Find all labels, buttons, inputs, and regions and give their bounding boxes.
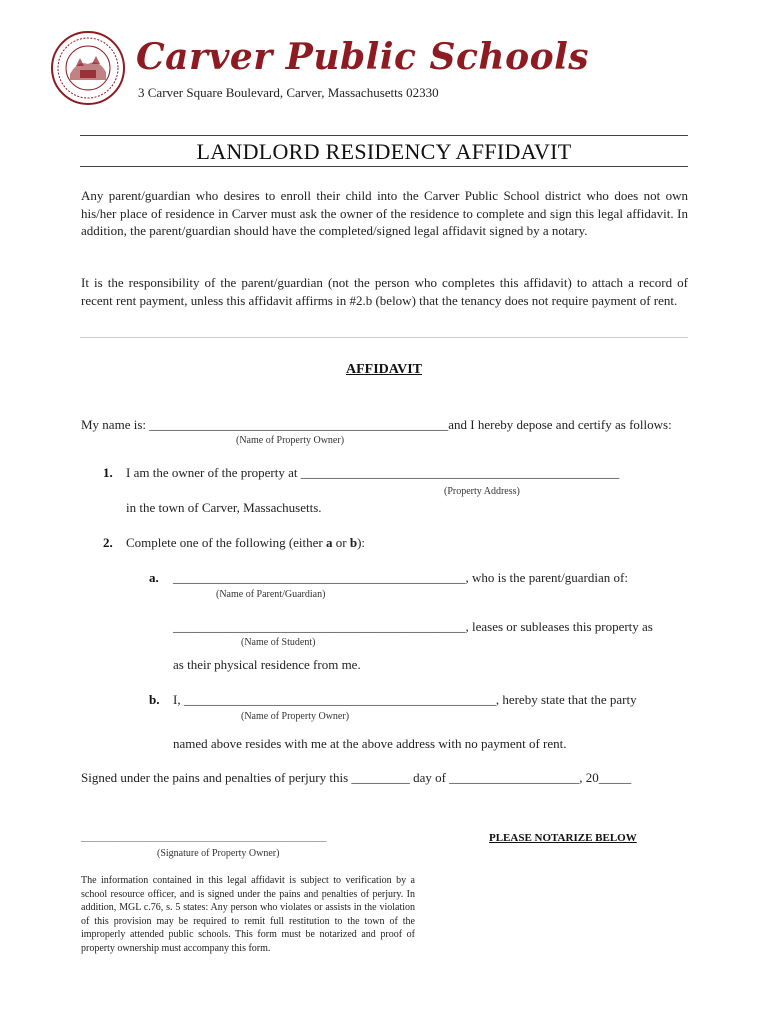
item-2-prefix: Complete one of the following (either — [126, 535, 327, 550]
title-rule-bottom — [80, 166, 688, 167]
school-address: 3 Carver Square Boulevard, Carver, Massachusetts 02330 — [138, 85, 439, 100]
intro-paragraph-1: Any parent/guardian who desires to enroll their child into the Carver Public School district who does not own his/her place of residence in Carver must ask the owner of the residence to complete and sign this legal affidavit. In addition, the parent/guardian should have the completed/signed legal affidavit signed by a notary. — [81, 188, 688, 238]
parent-guardian-name-field[interactable]: _____________________________________________, who is the parent/guardian of: — [173, 570, 628, 585]
affidavit-heading: AFFIDAVIT — [346, 362, 422, 377]
student-name-field[interactable]: _____________________________________________, leases or subleases this property as — [173, 619, 653, 634]
title-rule-top — [80, 135, 688, 136]
legal-fine-print: The information contained in this legal affidavit is subject to verification by a school resource officer, and is signed under the pains and penalties of perjury. In addition, MGL c.76, s. 5 states: Any person who violates or assists in the violation of this provision may be required to remit full restitution to the town of the improperly attended public schools. This form must be notarized and proof of property ownership must accompany this form. — [81, 875, 415, 954]
signature-caption: (Signature of Property Owner) — [157, 848, 280, 859]
signed-date-field[interactable]: Signed under the pains and penalties of perjury this _________ day of ____________________, 20_____ — [81, 770, 632, 785]
item-1-number: 1. — [103, 465, 113, 480]
option-b-statement: named above resides with me at the above address with no payment of rent. — [173, 736, 567, 751]
item-2-number: 2. — [103, 535, 113, 550]
student-name-caption: (Name of Student) — [241, 637, 316, 648]
parent-guardian-caption: (Name of Parent/Guardian) — [216, 589, 326, 600]
item-2-instruction — [126, 535, 365, 551]
town-statement: in the town of Carver, Massachusetts. — [126, 500, 322, 515]
option-a-ref: a — [326, 535, 333, 550]
school-name: Carver Public Schools — [136, 36, 590, 78]
intro-paragraph-2: It is the responsibility of the parent/guardian (not the person who completes this affidavit) to attach a record of recent rent payment, unless this affidavit affirms in #2.b (below) that the tenancy does not require payment of rent. — [81, 275, 688, 308]
option-b-label: b. — [149, 692, 160, 707]
option-a-label: a. — [149, 570, 159, 585]
property-address-field[interactable]: I am the owner of the property at _________________________________________________ — [126, 465, 620, 480]
option-a-residence: as their physical residence from me. — [173, 657, 361, 672]
notarize-notice: PLEASE NOTARIZE BELOW — [489, 832, 637, 844]
item-2-or: or — [332, 535, 350, 550]
option-b-owner-caption: (Name of Property Owner) — [241, 711, 350, 722]
school-seal-logo — [50, 30, 126, 106]
signature-field[interactable]: ______________________________________________________________________ — [81, 834, 326, 843]
option-b-ref: b — [349, 535, 358, 550]
page-title: LANDLORD RESIDENCY AFFIDAVIT — [196, 139, 572, 164]
property-address-caption: (Property Address) — [444, 486, 520, 497]
owner-name-caption: (Name of Property Owner) — [236, 435, 345, 446]
option-b-owner-field[interactable]: I, ________________________________________________, hereby state that the party — [173, 692, 637, 707]
item-2-suffix: ): — [357, 535, 366, 550]
section-divider — [80, 337, 688, 338]
owner-name-field[interactable]: My name is: ______________________________________________and I hereby depose and certify as follows: — [81, 417, 672, 432]
